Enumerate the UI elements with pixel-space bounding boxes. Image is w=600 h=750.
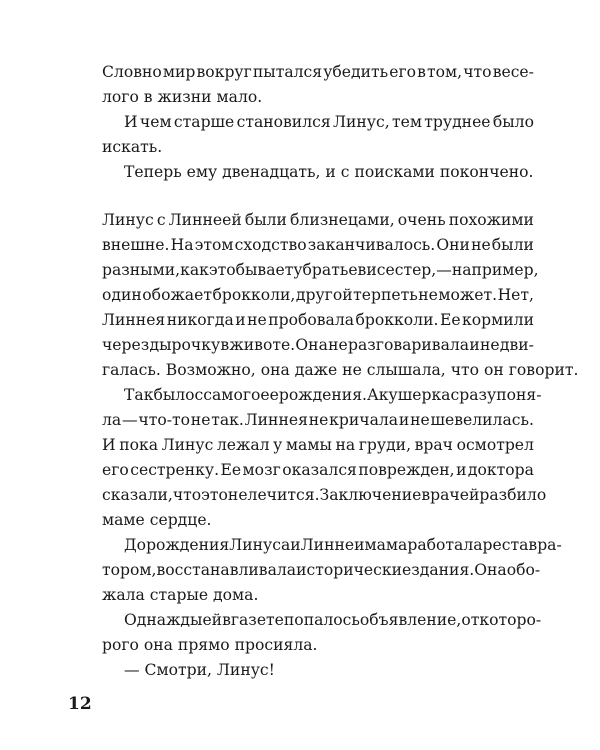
text-block-intro xyxy=(102,60,534,185)
text-line: сказали, что это не лечится. Заключение врачей разбило xyxy=(102,486,547,504)
text-line: Линнея никогда и не пробовала брокколи. Ее кормили xyxy=(102,311,534,329)
page-number: 12 xyxy=(68,694,92,714)
text-line: маме сердце. xyxy=(102,511,212,529)
text-line: внешне. На этом сходство заканчивалось. Они не были xyxy=(102,236,534,254)
text-line: тором, восстанавливала исторические здания. Она обо- xyxy=(102,561,541,579)
text-block-main xyxy=(102,208,579,683)
text-line: жала старые дома. xyxy=(102,586,259,604)
text-line: Словно мир вокруг пытался убедить его в том, что весе- xyxy=(102,63,534,81)
text-line: через дырочку в животе. Она не разговаривала и не дви- xyxy=(102,336,534,354)
text-line: Однажды ей в газете попалось объявление, от которо- xyxy=(124,611,542,629)
text-line: искать. xyxy=(102,138,163,156)
text-line: Линус с Линнеей были близнецами, очень похожими xyxy=(102,211,534,229)
text-line: И пока Линус лежал у мамы на груди, врач осмотрел xyxy=(102,436,534,454)
text-line: И чем старше становился Линус, тем труднее было xyxy=(124,113,534,131)
text-line: До рождения Линуса и Линнеи мама работала реставра- xyxy=(124,536,562,554)
text-line: его сестренку. Ее мозг оказался поврежден, и доктора xyxy=(102,461,534,479)
text-line: Так было с самого ее рождения. Акушерка сразу поня- xyxy=(124,386,542,404)
text-line: рого она прямо просияла. xyxy=(102,636,318,654)
text-line: галась. Возможно, она даже не слышала, что он говорит. xyxy=(102,361,579,379)
text-line: разными, как это бывает у братьев и сестер, — например, xyxy=(102,261,539,279)
text-line: — Смотри, Линус! xyxy=(124,661,275,679)
text-line: один обожает брокколи, другой терпеть не может. Нет, xyxy=(102,286,534,304)
text-line: лого в жизни мало. xyxy=(102,88,263,106)
text-line: Теперь ему двенадцать, и с поисками покончено. xyxy=(124,163,534,181)
text-line: ла — что-то не так. Линнея не кричала и не шевелилась. xyxy=(102,411,534,429)
